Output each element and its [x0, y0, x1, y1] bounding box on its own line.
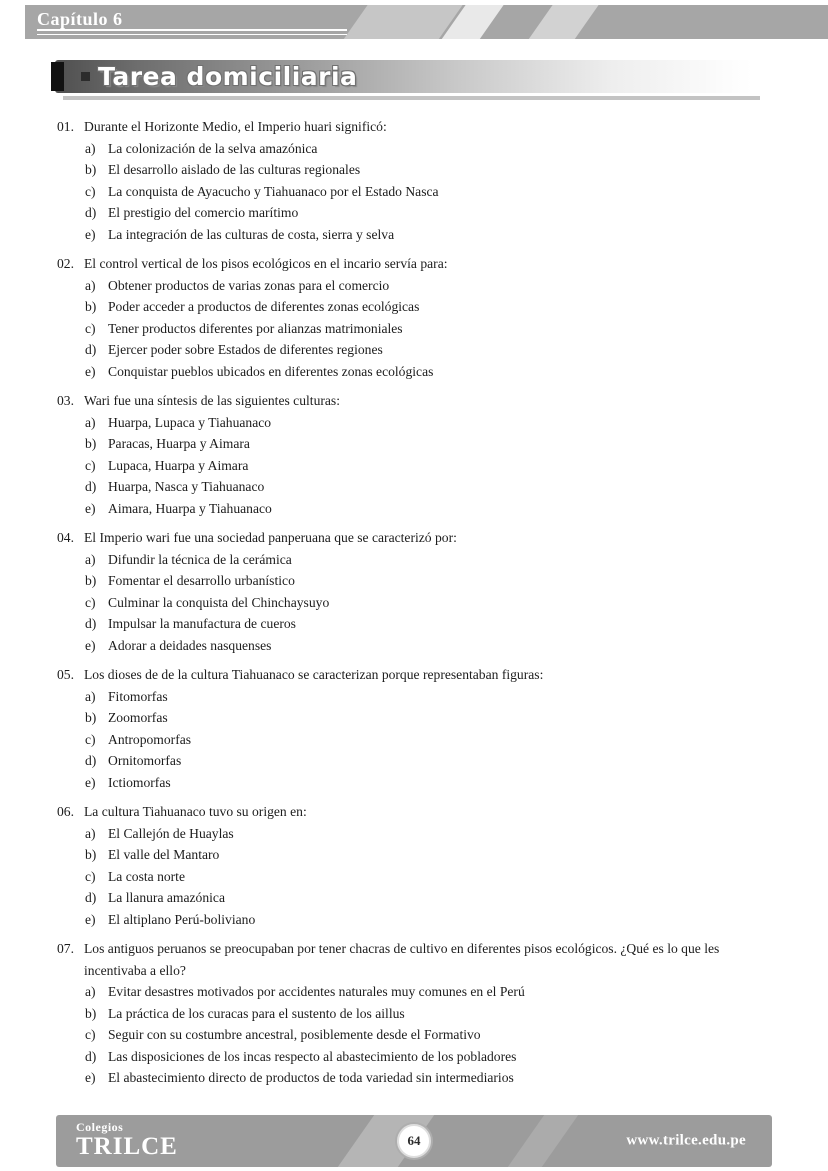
- option: [57, 981, 774, 1003]
- option: [57, 909, 774, 931]
- question: [57, 527, 774, 656]
- option-letter: d): [85, 753, 97, 768]
- option-letter: d): [85, 1048, 97, 1064]
- question-number: 04.: [57, 530, 74, 545]
- option: [57, 750, 774, 772]
- option-text: Antropomorfas: [108, 731, 192, 747]
- option: [57, 476, 774, 498]
- option: [57, 844, 774, 866]
- question-head: [57, 527, 774, 549]
- option-text: Huarpa, Lupaca y Tiahuanaco: [108, 414, 272, 430]
- option-text: Adorar a deidades nasquenses: [108, 637, 272, 653]
- option-letter: a): [85, 984, 96, 999]
- option-text: Impulsar la manufactura de cueros: [108, 616, 296, 631]
- option-text: El valle del Mantaro: [108, 847, 220, 862]
- option-text: El Callejón de Huaylas: [108, 825, 234, 841]
- option-text: Paracas, Huarpa y Aimara: [108, 436, 250, 451]
- question: [57, 390, 774, 519]
- option: [57, 412, 774, 434]
- option-letter: d): [85, 616, 97, 631]
- question-text: Wari fue una síntesis de las siguientes culturas:: [84, 393, 340, 408]
- option: [57, 729, 774, 751]
- option: [57, 1046, 774, 1068]
- option-letter: c): [85, 731, 96, 747]
- option-text: Ejercer poder sobre Estados de diferentes regiones: [108, 342, 383, 357]
- option-letter: c): [85, 594, 96, 610]
- option: [57, 224, 774, 246]
- option: [57, 823, 774, 845]
- option-text: Lupaca, Huarpa y Aimara: [108, 457, 249, 473]
- option-letter: a): [85, 551, 96, 567]
- option: [57, 1024, 774, 1046]
- option-letter: d): [85, 479, 97, 494]
- question: [57, 664, 774, 793]
- option: [57, 361, 774, 383]
- section-banner: [55, 60, 752, 96]
- option-text: Las disposiciones de los incas respecto al abastecimiento de los pobladores: [108, 1048, 517, 1064]
- option-letter: c): [85, 868, 96, 884]
- option-text: Fitomorfas: [108, 688, 168, 704]
- option-letter: b): [85, 573, 97, 588]
- option-text: Poder acceder a productos de diferentes zonas ecológicas: [108, 299, 420, 314]
- option-letter: e): [85, 911, 96, 927]
- option-letter: b): [85, 162, 97, 177]
- option-letter: e): [85, 363, 96, 379]
- option-letter: e): [85, 226, 96, 242]
- option-text: Conquistar pueblos ubicados en diferentes zonas ecológicas: [108, 363, 434, 379]
- page-number-badge: 64: [397, 1124, 431, 1158]
- option-text: El abastecimiento directo de productos de toda variedad sin intermediarios: [108, 1070, 514, 1085]
- option: [57, 707, 774, 729]
- option: [57, 635, 774, 657]
- question-text: El Imperio wari fue una sociedad panperuana que se caracterizó por:: [84, 530, 457, 545]
- question-text: Los dioses de de la cultura Tiahuanaco se caracterizan porque representaban figuras:: [84, 667, 544, 682]
- question-number: 02.: [57, 256, 74, 271]
- option-letter: e): [85, 637, 96, 653]
- option-text: La colonización de la selva amazónica: [108, 140, 318, 156]
- option-text: Seguir con su costumbre ancestral, posiblemente desde el Formativo: [108, 1027, 481, 1042]
- option-text: La conquista de Ayacucho y Tiahuanaco por el Estado Nasca: [108, 183, 439, 199]
- option-letter: a): [85, 277, 96, 293]
- option-text: Obtener productos de varias zonas para el comercio: [108, 277, 390, 293]
- question-head: [57, 116, 774, 138]
- option-letter: c): [85, 457, 96, 473]
- brand-colegios-label: Colegios: [76, 1120, 124, 1134]
- option-letter: b): [85, 710, 97, 725]
- option-letter: e): [85, 500, 96, 516]
- question-text: Durante el Horizonte Medio, el Imperio huari significó:: [84, 119, 387, 134]
- question-number: 03.: [57, 393, 74, 408]
- option: [57, 455, 774, 477]
- option-text: Ornitomorfas: [108, 753, 182, 768]
- question-text: El control vertical de los pisos ecológicos en el incario servía para:: [84, 256, 448, 271]
- question-head: [57, 664, 774, 686]
- option: [57, 159, 774, 181]
- question: [57, 801, 774, 930]
- option-letter: d): [85, 890, 97, 905]
- footer-diagonal-deco: [504, 1115, 583, 1167]
- option: [57, 570, 774, 592]
- option-letter: b): [85, 847, 97, 862]
- option: [57, 202, 774, 224]
- site-url: www.trilce.edu.pe: [626, 1132, 746, 1149]
- option: [57, 275, 774, 297]
- option-text: Fomentar el desarrollo urbanístico: [108, 573, 295, 588]
- option-text: Zoomorfas: [108, 710, 168, 725]
- question: [57, 938, 774, 1089]
- chapter-header-bar: [25, 5, 828, 39]
- option-text: Ictiomorfas: [108, 774, 171, 790]
- option-letter: a): [85, 825, 96, 841]
- banner-gradient: [55, 60, 752, 93]
- option: [57, 181, 774, 203]
- option: [57, 1003, 774, 1025]
- chapter-underline: [37, 29, 347, 35]
- option: [57, 339, 774, 361]
- question-list: [57, 116, 774, 1097]
- option-text: La práctica de los curacas para el sustento de los aillus: [108, 1005, 405, 1021]
- option: [57, 772, 774, 794]
- section-title: Tarea domiciliaria: [98, 62, 358, 91]
- brand-trilce-label: TRILCE: [76, 1133, 178, 1160]
- option-text: La integración de las culturas de costa, sierra y selva: [108, 226, 395, 242]
- option: [57, 296, 774, 318]
- option-letter: a): [85, 414, 96, 430]
- option: [57, 866, 774, 888]
- question-number: 06.: [57, 804, 74, 819]
- option-text: El prestigio del comercio marítimo: [108, 205, 299, 220]
- option: [57, 433, 774, 455]
- option-letter: a): [85, 140, 96, 156]
- option-letter: b): [85, 1005, 97, 1021]
- brand-logo: [76, 1120, 178, 1159]
- option-letter: c): [85, 320, 96, 336]
- option: [57, 498, 774, 520]
- footer-bar: [56, 1115, 772, 1167]
- question-number: 01.: [57, 119, 74, 134]
- banner-shadow: [63, 96, 760, 100]
- banner-bullet-icon: [81, 72, 90, 81]
- question-number: 05.: [57, 667, 74, 682]
- question-text: Los antiguos peruanos se preocupaban por tener chacras de cultivo en diferentes pisos ecológicos. ¿Qué es lo que les incentivaba a ello?: [84, 941, 720, 978]
- option: [57, 592, 774, 614]
- option-text: Evitar desastres motivados por accidentes naturales muy comunes en el Perú: [108, 984, 525, 999]
- option: [57, 686, 774, 708]
- option-text: El altiplano Perú-boliviano: [108, 911, 256, 927]
- option: [57, 318, 774, 340]
- option-letter: a): [85, 688, 96, 704]
- chapter-title: Capítulo 6: [37, 9, 123, 29]
- option-letter: c): [85, 1027, 96, 1042]
- option-text: La llanura amazónica: [108, 890, 225, 905]
- header-diagonal-deco: [523, 5, 603, 39]
- option-text: Culminar la conquista del Chinchaysuyo: [108, 594, 330, 610]
- question: [57, 253, 774, 382]
- option: [57, 1067, 774, 1089]
- option-letter: d): [85, 205, 97, 220]
- option-text: El desarrollo aislado de las culturas regionales: [108, 162, 361, 177]
- option-text: Difundir la técnica de la cerámica: [108, 551, 292, 567]
- question-head: [57, 801, 774, 823]
- question-head: [57, 390, 774, 412]
- question-head: [57, 253, 774, 275]
- option-letter: e): [85, 1070, 96, 1085]
- banner-accent-block: [51, 62, 64, 91]
- option-letter: b): [85, 299, 97, 314]
- question-text: La cultura Tiahuanaco tuvo su origen en:: [84, 804, 307, 819]
- option: [57, 887, 774, 909]
- question: [57, 116, 774, 245]
- option: [57, 613, 774, 635]
- option-letter: c): [85, 183, 96, 199]
- option-text: Tener productos diferentes por alianzas matrimoniales: [108, 320, 403, 336]
- question-number: 07.: [57, 941, 74, 956]
- option-letter: b): [85, 436, 97, 451]
- option-text: La costa norte: [108, 868, 185, 884]
- option-text: Huarpa, Nasca y Tiahuanaco: [108, 479, 265, 494]
- option: [57, 138, 774, 160]
- option-text: Aimara, Huarpa y Tiahuanaco: [108, 500, 272, 516]
- option-letter: e): [85, 774, 96, 790]
- question-head: [57, 938, 774, 981]
- option: [57, 549, 774, 571]
- option-letter: d): [85, 342, 97, 357]
